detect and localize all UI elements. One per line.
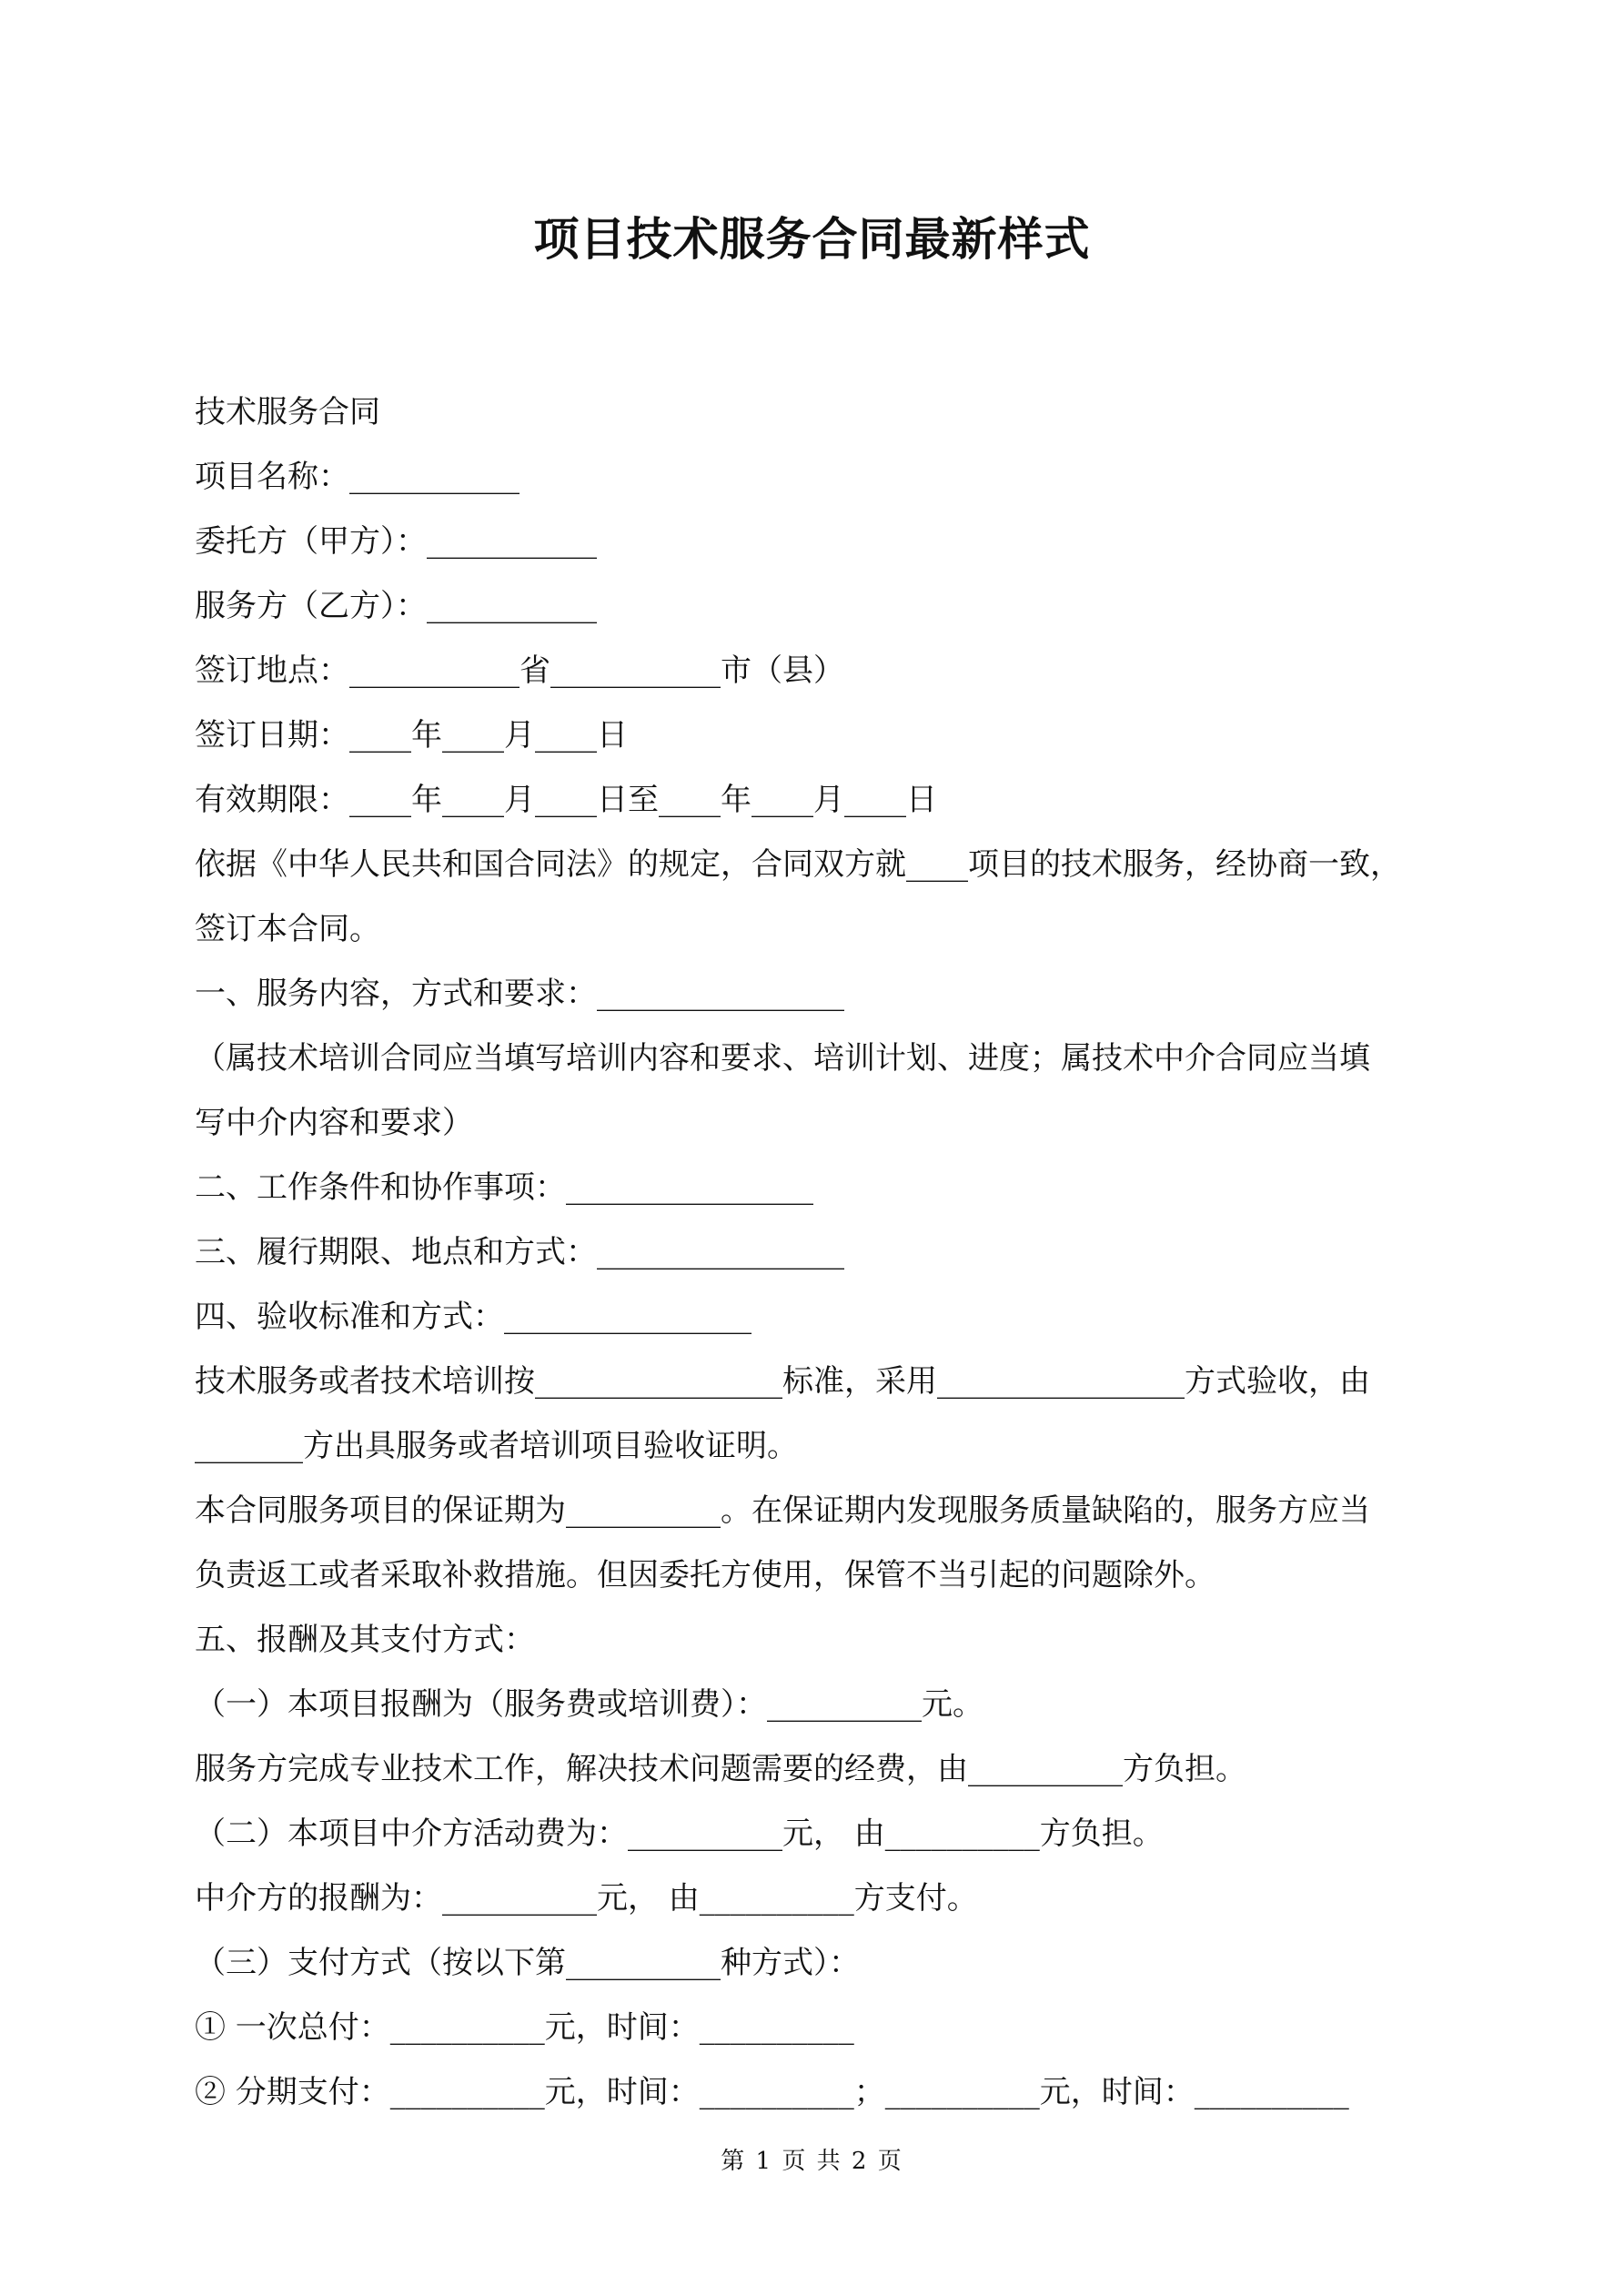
text-line: 写中介内容和要求）: [195, 1105, 473, 1141]
text-line: （二）本项目中介方活动费为：__________元， 由__________方负担。: [195, 1816, 1164, 1852]
text-line: 依据《中华人民共和国合同法》的规定，合同双方就____项目的技术服务，经协商一致，: [195, 846, 1401, 883]
text-line: （属技术培训合同应当填写培训内容和要求、培训计划、进度；属技术中介合同应当填: [195, 1040, 1370, 1077]
text-line: 负责返工或者采取补救措施。但因委托方使用，保管不当引起的问题除外。: [195, 1557, 1215, 1593]
text-line: _______方出具服务或者培训项目验收证明。: [195, 1428, 798, 1464]
text-line: 技术服务合同: [195, 394, 380, 430]
text-line: 四、验收标准和方式：________________: [195, 1299, 751, 1335]
text-line: 一、服务内容，方式和要求：________________: [195, 976, 844, 1012]
text-line: 本合同服务项目的保证期为__________。在保证期内发现服务质量缺陷的，服务方应当: [195, 1492, 1370, 1529]
text-line: 服务方（乙方）：___________: [195, 588, 597, 624]
text-line: 二、工作条件和协作事项：________________: [195, 1169, 813, 1206]
text-line: （一）本项目报酬为（服务费或培训费）：__________元。: [195, 1686, 983, 1723]
document-body: [195, 380, 1450, 2125]
text-line: 五、报酬及其支付方式：: [195, 1622, 535, 1658]
text-line: 技术服务或者技术培训按________________标准，采用________________方式验收，由: [195, 1363, 1370, 1400]
text-line: 签订本合同。: [195, 911, 380, 947]
text-line: 服务方完成专业技术工作，解决技术问题需要的经费，由__________方负担。: [195, 1751, 1246, 1787]
text-line: 委托方（甲方）：___________: [195, 523, 597, 560]
text-line: 有效期限：____年____月____日至____年____月____日: [195, 782, 937, 818]
text-line: 签订日期：____年____月____日: [195, 717, 628, 754]
text-line: 项目名称：___________: [195, 459, 519, 495]
text-line: 中介方的报酬为：__________元， 由__________方支付。: [195, 1880, 978, 1917]
text-line: ② 分期支付：__________元，时间：__________；__________元，时间：__________: [195, 2074, 1349, 2110]
text-line: ① 一次总付：__________元，时间：__________: [195, 2009, 854, 2046]
document-title: 项目技术服务合同最新样式: [533, 213, 1091, 266]
page-number-footer: 第 1 页 共 2 页: [721, 2148, 903, 2175]
text-line: （三）支付方式（按以下第__________种方式）：: [195, 1945, 860, 1981]
text-line: 签订地点：___________省___________市（县）: [195, 652, 844, 689]
text-line: 三、履行期限、地点和方式：________________: [195, 1234, 844, 1270]
